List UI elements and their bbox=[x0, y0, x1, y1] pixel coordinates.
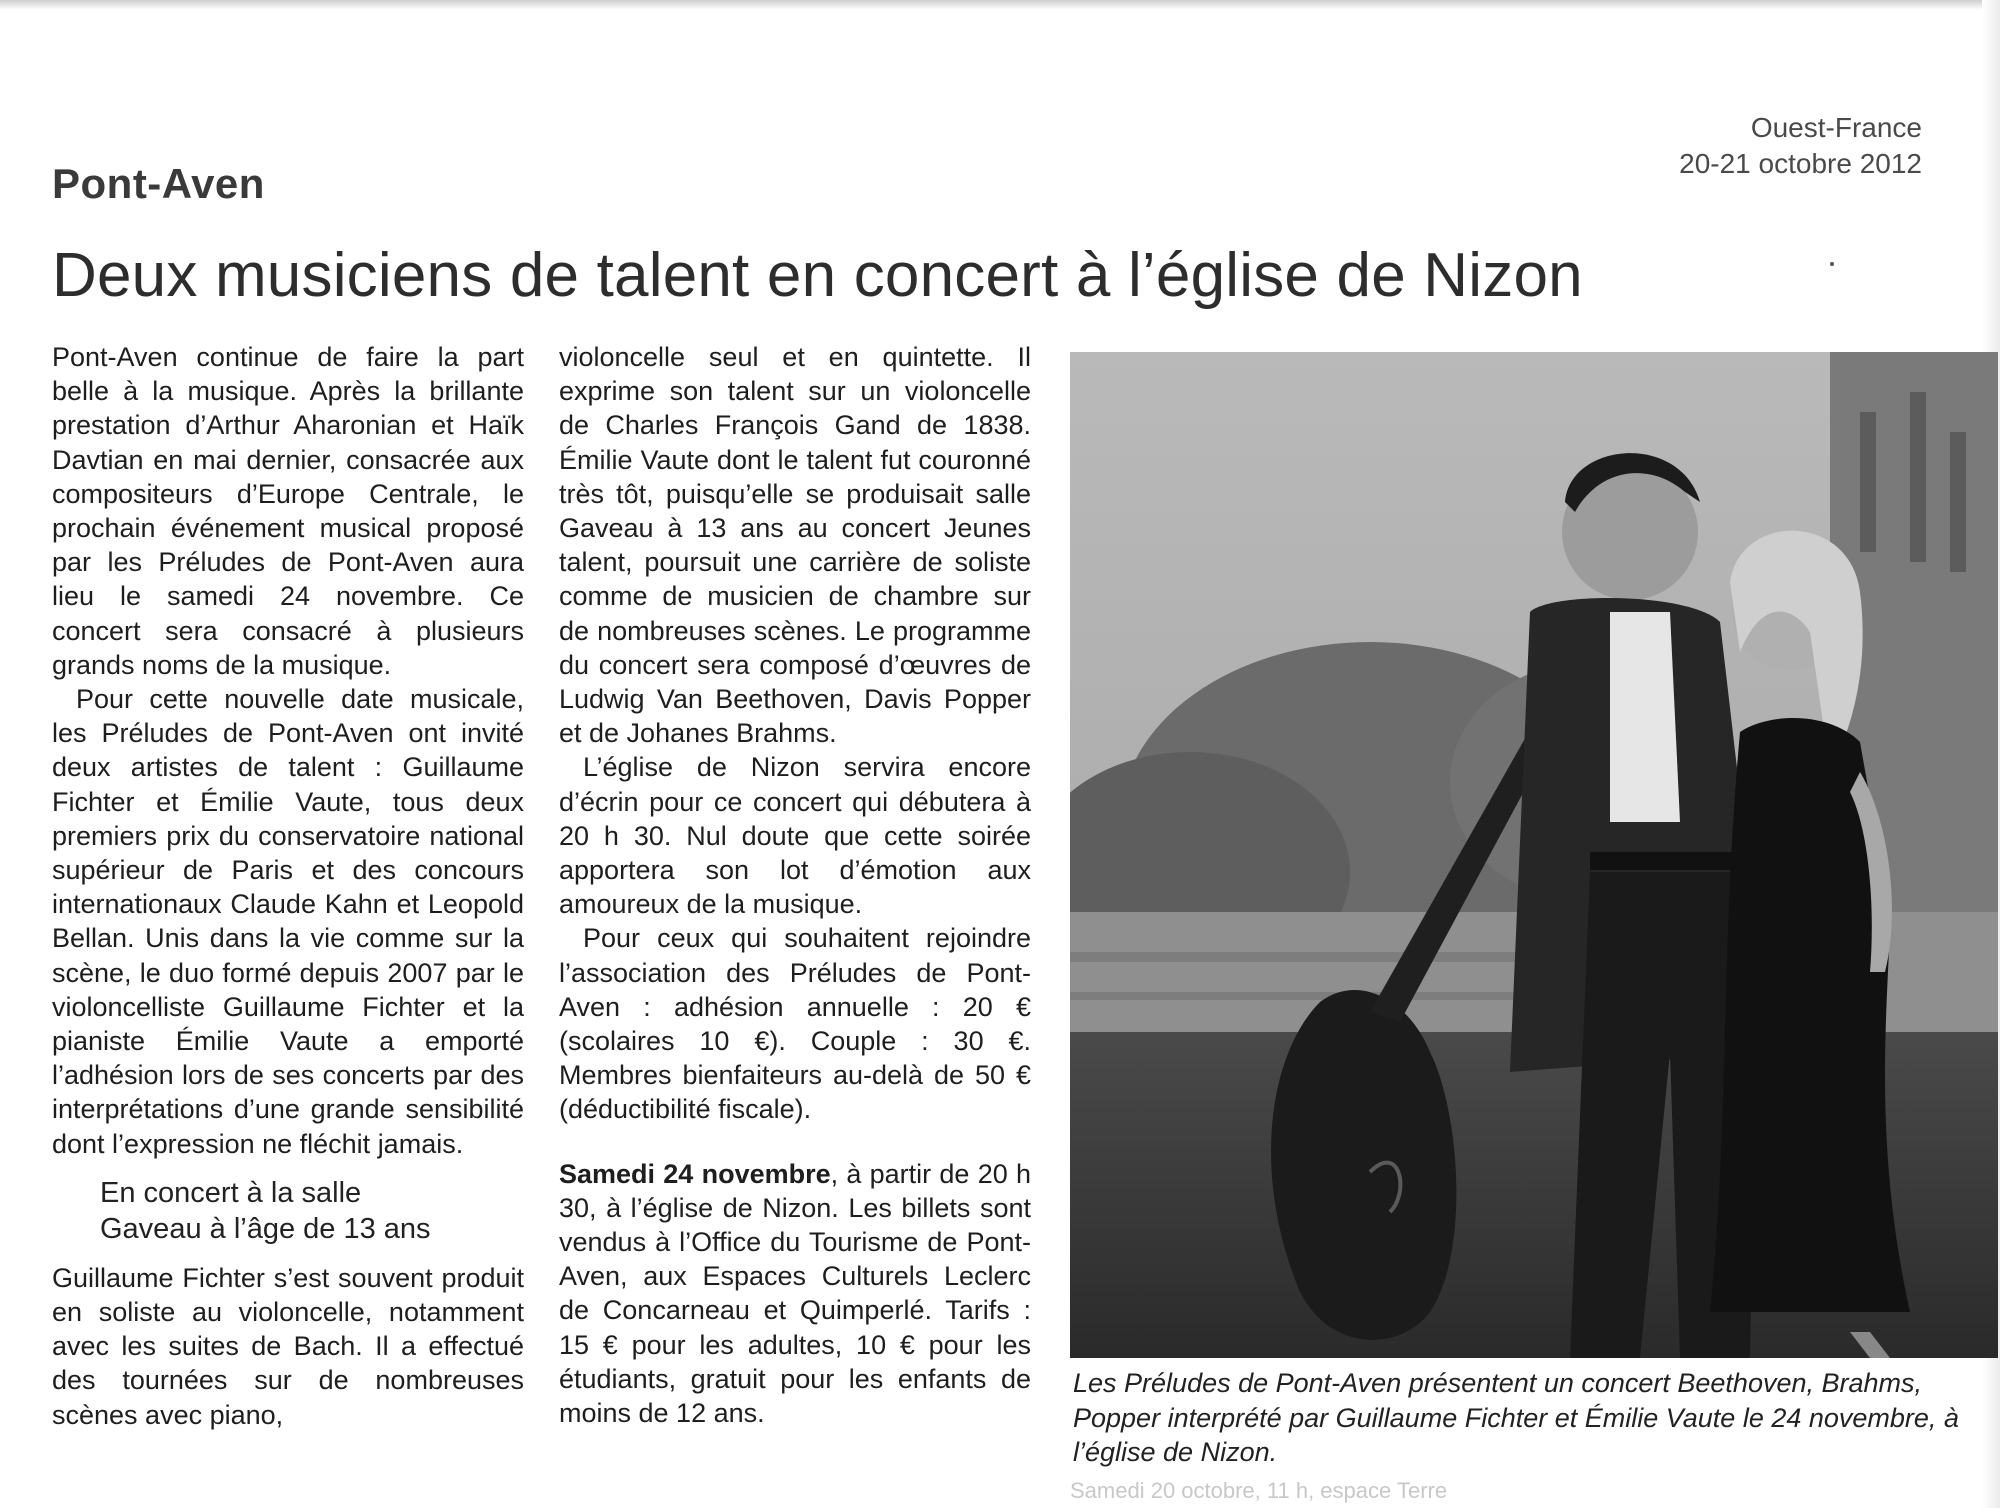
scan-edge-top bbox=[0, 0, 2000, 10]
paragraph: L’église de Nizon servira encore d’écrin pour ce concert qui débutera à 20 h 30. Nul doute que cette soirée apportera son lot d’émotion aux amoureux de la musique. bbox=[559, 752, 1031, 920]
spacer bbox=[559, 1127, 1031, 1157]
concert-photo bbox=[1070, 352, 1998, 1358]
photo-illustration bbox=[1070, 352, 1998, 1358]
paragraph: violoncelle seul et en quintette. Il exprime son talent sur un violoncelle de Charles François Gand de 1838. Émilie Vaute dont le talent fut couronné très tôt, puisqu’elle se produisait salle Gaveau à 13 ans au concert Jeunes talent, poursuit une carrière de soliste comme de musicien de chambre sur de nombreuses scènes. Le programme du concert sera composé d’œuvres de Ludwig Van Beethoven, Davis Popper et de Johanes Brahms. bbox=[559, 342, 1031, 749]
publication-date: 20-21 octobre 2012 bbox=[1679, 148, 1922, 179]
headline-dot bbox=[1830, 262, 1834, 266]
section-title: Pont-Aven bbox=[52, 160, 265, 207]
source-block bbox=[1679, 110, 1922, 182]
paragraph: Pont-Aven continue de faire la part belle à la musique. Après la brillante prestation d’Arthur Aharonian et Haïk Davtian en mai dernier, consacrée aux compositeurs d’Europe Centrale, le prochain événement musical proposé par les Préludes de Pont-Aven aura lieu le samedi 24 novembre. Ce concert sera consacré à plusieurs grands noms de la musique. bbox=[52, 342, 524, 680]
subheading-line-2: Gaveau à l’âge de 13 ans bbox=[100, 1212, 431, 1245]
subheading bbox=[100, 1175, 524, 1247]
article-column-2 bbox=[559, 340, 1031, 1430]
paragraph: Guillaume Fichter s’est souvent produit en soliste au violoncelle, notamment avec les suites de Bach. Il a effectué des tournées sur de nombreuses scènes avec piano, bbox=[52, 1262, 524, 1430]
paragraph: Pour ceux qui souhaitent rejoindre l’association des Préludes de Pont-Aven : adhésion annuelle : 20 € (scolaires 10 €). Couple : 30 €. Membres bienfaiteurs au-delà de 50 € (déductibilité fiscale). bbox=[559, 923, 1031, 1125]
bottom-fragment: Samedi 20 octobre, 11 h, espace Terre bbox=[1070, 1478, 1448, 1503]
paragraph: Pour cette nouvelle date musicale, les Préludes de Pont-Aven ont invité deux artistes de talent : Guillaume Fichter et Émilie Vaute, tous deux premiers prix du conservatoire national supérieur de Paris et des concours internationaux Claude Kahn et Leopold Bellan. Unis dans la vie comme sur la scène, le duo formé depuis 2007 par le violoncelliste Guillaume Fichter et la pianiste Émilie Vaute a emporté l’adhésion lors de ses concerts par des interprétations d’une grande sensibilité dont l’expression ne fléchit jamais. bbox=[52, 684, 524, 1159]
practical-info-text: , à partir de 20 h 30, à l’église de Nizon. Les billets sont vendus à l’Office du Tourisme de Pont-Aven, aux Espaces Culturels Leclerc de Concarneau et Quimperlé. Tarifs : 15 € pour les adultes, 10 € pour les étudiants, gratuit pour les enfants de moins de 12 ans. bbox=[559, 1158, 1031, 1429]
headline: Deux musiciens de talent en concert à l’église de Nizon bbox=[52, 241, 1583, 310]
practical-info bbox=[559, 1157, 1031, 1431]
photo-caption: Les Préludes de Pont-Aven présentent un concert Beethoven, Brahms, Popper interprété par Guillaume Fichter et Émilie Vaute le 24 novembre, à l’église de Nizon. bbox=[1073, 1368, 1959, 1467]
subheading-line-1: En concert à la salle bbox=[100, 1176, 362, 1209]
event-date: Samedi 24 novembre bbox=[559, 1158, 831, 1189]
article-column-1 bbox=[52, 340, 524, 1432]
newspaper-name: Ouest-France bbox=[1750, 112, 1922, 143]
